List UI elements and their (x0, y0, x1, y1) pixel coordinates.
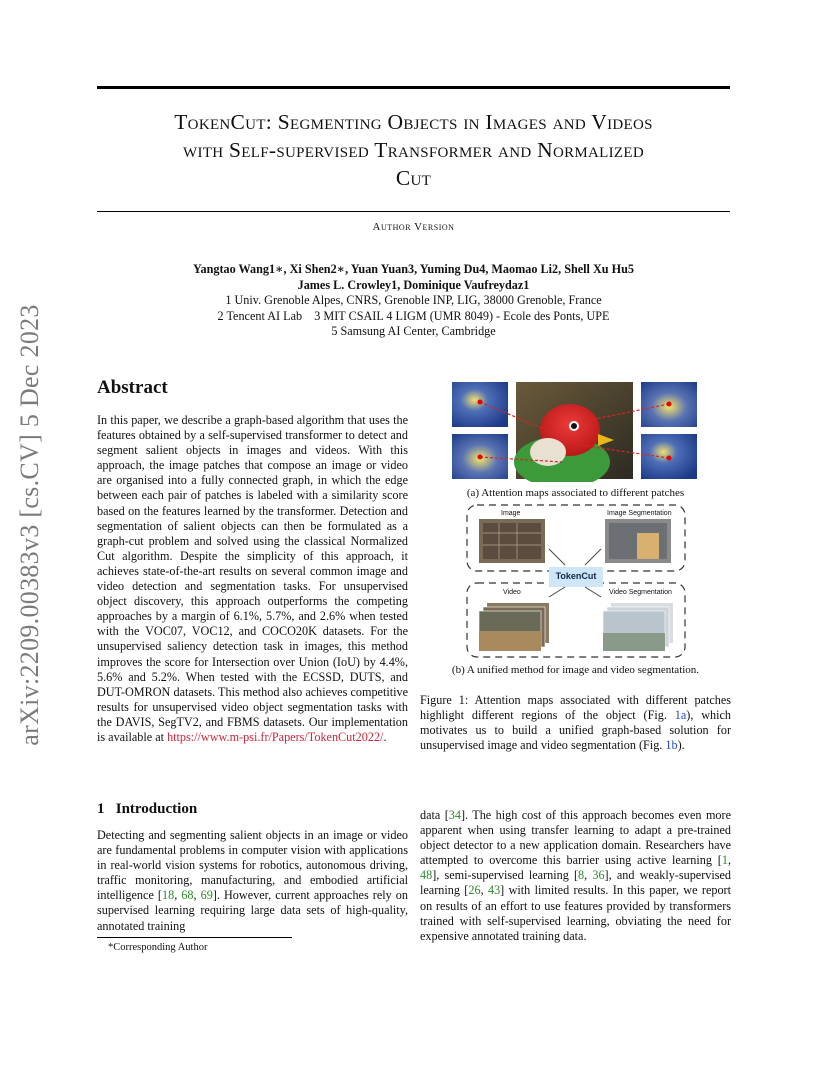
cite-link[interactable]: 1 (721, 853, 728, 868)
authors-line2: James L. Crowley1, Dominique Vaufreydaz1 (297, 277, 530, 292)
cite-link[interactable]: 43 (487, 883, 501, 898)
label-image: Image (501, 510, 521, 517)
figure-1b (465, 503, 687, 659)
project-link[interactable]: https://www.m-psi.fr/Papers/TokenCut2022/ (167, 729, 384, 744)
footnote-rule (97, 937, 292, 938)
affiliation-2: 2 Tencent AI Lab 3 MIT CSAIL 4 LIGM (UMR 8049) - Ecole des Ponts, UPE (217, 308, 610, 323)
caption-1a: (a) Attention maps associated to different patches (466, 487, 685, 499)
bird-photo (514, 382, 633, 482)
intro-heading: 1 Introduction (97, 801, 198, 817)
abstract-heading: Abstract (97, 377, 168, 398)
affiliation-1: 1 Univ. Grenoble Alpes, CNRS, Grenoble INP, LIG, 38000 Grenoble, France (225, 293, 602, 307)
intro-paragraph-left: Detecting and segmenting salient objects in an image or video are fundamental problems in computer vision with applications in real-world vision systems for robotics, autonomous driving, traffic monitoring, manufacturing, and embodied artificial intelligence [18, 68, 69]. However, current approaches rely on supervised learning requiring large data sets of high-quality, annotated training (97, 828, 408, 933)
cite-link[interactable]: 8 (578, 868, 585, 883)
affiliation-3: 5 Samsung AI Center, Cambridge (331, 324, 496, 338)
cite-link[interactable]: 68 (181, 888, 194, 903)
arxiv-sidebar (4, 290, 56, 760)
intro-paragraph-right: data [34]. The high cost of this approach becomes even more apparent when using transfer learning to adapt a pre-trained object detector to a new application domain. Researchers have attempted to overcome this barrier using active learning [1, 48], semi-supervised learning [8, 36], and weakly-supervised learning [26, 43] with limited results. In this paper, we report on results of an effort to use features provided by transformers trained with self-supervised learning, obviating the need for expensive annotated training data. (420, 808, 731, 943)
arxiv-id: arXiv:2209.00383v3 [cs.CV] 5 Dec 2023 (15, 304, 44, 746)
cite-link[interactable]: 36 (592, 868, 605, 883)
cite-link[interactable]: 48 (420, 868, 433, 883)
ref-fig-1b[interactable]: 1b (665, 738, 678, 753)
label-image-seg: Image Segmentation (607, 510, 672, 517)
authors-line1: Yangtao Wang1∗, Xi Shen2∗, Yuan Yuan3, Yuming Du4, Maomao Li2, Shell Xu Hu5 (193, 262, 634, 276)
figure-1a (452, 382, 697, 482)
author-block (97, 262, 730, 340)
cite-link[interactable]: 34 (448, 808, 461, 822)
caption-1b: (b) A unified method for image and video segmentation. (451, 664, 700, 676)
paper-title: TokenCut: Segmenting Objects in Images and Videos with Self-supervised Transformer and Normalized Cut (174, 110, 653, 190)
label-tokencut: TokenCut (555, 571, 597, 581)
figure-1-caption: Figure 1: Attention maps associated with different patches highlight different regions of the object (Fig. 1a), which motivates us to build a unified graph-based solution for unsupervised image and video segmentation (Fig. 1b). (420, 693, 732, 753)
author-version: Author Version (372, 221, 455, 233)
label-video-seg: Video Segmentation (609, 589, 672, 596)
footnote: *Corresponding Author (108, 942, 208, 953)
cite-link[interactable]: 69 (200, 888, 213, 903)
video-thumbnails (479, 603, 549, 651)
ref-fig-1a[interactable]: 1a (674, 708, 687, 723)
label-video: Video (503, 589, 521, 596)
title-rule-bottom (97, 211, 730, 212)
video-seg-thumbnails (603, 603, 673, 651)
cite-link[interactable]: 26 (468, 883, 481, 898)
abstract-body: In this paper, we describe a graph-based algorithm that uses the features obtained by a self-supervised transformer to detect and segment salient objects in images and videos. With this approach, the image patches that compose an image or video are organised into a fully connected graph, in which the edge between each pair of patches is labeled with a similarity score based on the features learned by the transformer. Detection and segmentation of salient objects can then be formulated as a graph-cut problem and solved using the classical Normalized Cut algorithm. Despite the simplicity of this approach, it achieves state-of-the-art results on several common image and video detection and segmentation tasks. For unsupervised object discovery, this approach outperforms the competing approaches by a margin of 6.1%, 5.7%, and 2.6% when tested with the VOC07, VOC12, and COCO20K datasets. For the unsupervised saliency detection task in images, this method improves the score for Intersection over Union (IoU) by 4.4%, 5.6% and 5.2%. When tested with the ECSSD, DUTS, and DUT-OMRON datasets. This method also achieves competitive results for unsupervised video object segmentation tasks with the DAVIS, SegTV2, and FBMS datasets. Our implementation is available at https://www.m-psi.fr/Papers/TokenCut2022/. (97, 413, 408, 744)
cite-link[interactable]: 18 (162, 888, 175, 903)
image-thumbnail (479, 519, 545, 563)
title-rule-top (97, 86, 730, 89)
image-seg-thumbnail (605, 519, 671, 563)
